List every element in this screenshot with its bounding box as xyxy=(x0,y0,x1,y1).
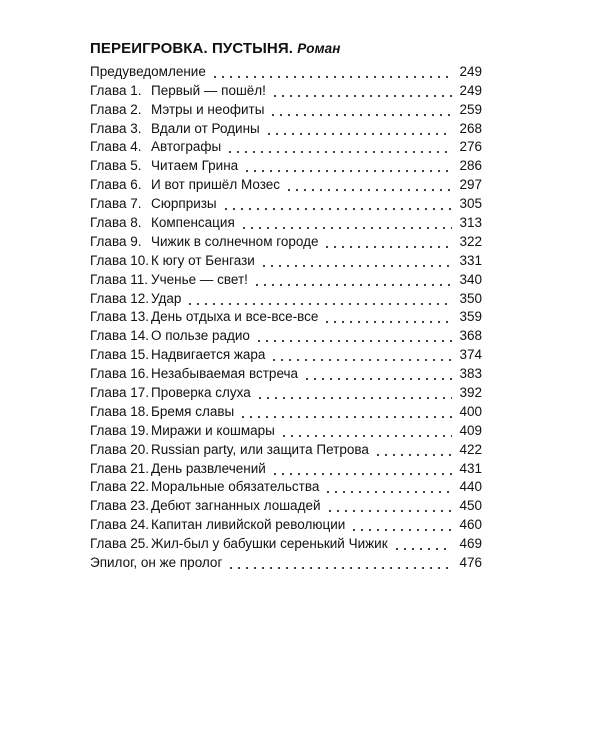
chapter-label: Глава 4. xyxy=(90,139,142,155)
toc-entry-lead xyxy=(90,234,456,249)
chapter-label: Глава 19. xyxy=(90,422,149,438)
toc-entry-chapter[interactable] xyxy=(90,154,482,173)
toc-page-number: 305 xyxy=(459,196,482,212)
toc-page-number: 359 xyxy=(459,309,482,325)
dot-leader xyxy=(240,215,452,230)
chapter-label: Глава 9. xyxy=(90,233,142,249)
chapter-label: Глава 14. xyxy=(90,328,149,344)
toc-entry-lead xyxy=(90,347,456,362)
chapter-label: Глава 16. xyxy=(90,366,149,382)
toc-entry-title: Компенсация xyxy=(151,215,235,231)
toc-entry-chapter[interactable] xyxy=(90,136,482,155)
toc-page-number: 374 xyxy=(459,347,482,363)
toc-page-number: 297 xyxy=(459,177,482,193)
toc-entry-chapter[interactable] xyxy=(90,98,482,117)
toc-page-number: 322 xyxy=(459,233,482,249)
toc-entry-chapter[interactable] xyxy=(90,306,482,325)
chapter-label: Глава 8. xyxy=(90,215,142,231)
dot-leader xyxy=(269,102,452,117)
chapter-label: Глава 22. xyxy=(90,479,149,495)
toc-entry-title: Капитан ливийской революции xyxy=(151,517,346,533)
toc-page-number: 249 xyxy=(459,82,482,98)
toc-entry-title: Вдали от Родины xyxy=(151,120,260,136)
toc-entry-title: Удар xyxy=(151,290,182,306)
toc-entry-chapter[interactable] xyxy=(90,362,482,381)
toc-entry-lead xyxy=(90,102,456,117)
dot-leader xyxy=(374,442,452,457)
toc-entry-chapter[interactable] xyxy=(90,494,482,513)
toc-entry-lead xyxy=(90,64,456,79)
toc-entry-chapter[interactable] xyxy=(90,419,482,438)
toc-entry-lead xyxy=(90,404,456,419)
chapter-label: Глава 25. xyxy=(90,536,149,552)
chapter-label: Глава 5. xyxy=(90,158,142,174)
toc-entry-chapter[interactable] xyxy=(90,268,482,287)
toc-page-number: 313 xyxy=(459,215,482,231)
toc-entry-chapter[interactable] xyxy=(90,117,482,136)
dot-leader xyxy=(323,309,452,324)
toc-entry-lead xyxy=(90,479,456,494)
toc-entry-lead xyxy=(90,196,456,211)
chapter-label: Глава 2. xyxy=(90,101,142,117)
toc-entry-title: Чижик в солнечном городе xyxy=(151,233,319,249)
dot-leader xyxy=(227,555,452,570)
toc-entry-title: Сюрпризы xyxy=(151,196,217,212)
section-title xyxy=(90,40,341,57)
toc-page-number: 249 xyxy=(459,63,482,79)
dot-leader xyxy=(211,64,452,79)
chapter-label: Глава 13. xyxy=(90,309,149,325)
toc-page-number: 383 xyxy=(459,366,482,382)
toc-page-number: 450 xyxy=(459,498,482,514)
chapter-label: Глава 3. xyxy=(90,120,142,136)
toc-page-number: 422 xyxy=(459,441,482,457)
toc-entry-title: И вот пришёл Мозес xyxy=(151,177,280,193)
dot-leader xyxy=(243,158,452,173)
toc-entry-chapter[interactable] xyxy=(90,532,482,551)
toc-entry-title: К югу от Бенгази xyxy=(151,252,255,268)
toc-page-number: 400 xyxy=(459,403,482,419)
dot-leader xyxy=(256,385,452,400)
chapter-label: Глава 21. xyxy=(90,460,149,476)
toc-entry-title: О пользе радио xyxy=(151,328,250,344)
toc-entry-chapter[interactable] xyxy=(90,230,482,249)
dot-leader xyxy=(265,121,452,136)
toc-entry-lead xyxy=(90,423,456,438)
toc-entry-title: Читаем Грина xyxy=(151,158,239,174)
chapter-label: Глава 12. xyxy=(90,290,149,306)
toc-entry-title: Мэтры и неофиты xyxy=(151,101,265,117)
dot-leader xyxy=(285,177,452,192)
dot-leader xyxy=(280,423,452,438)
toc-page-number: 331 xyxy=(459,252,482,268)
dot-leader xyxy=(186,291,452,306)
toc-entry-chapter[interactable] xyxy=(90,476,482,495)
toc-entry-lead xyxy=(90,139,456,154)
chapter-label: Глава 10. xyxy=(90,252,149,268)
dot-leader xyxy=(393,536,452,551)
dot-leader xyxy=(350,517,452,532)
dot-leader xyxy=(271,461,452,476)
chapter-list xyxy=(90,79,482,551)
dot-leader xyxy=(222,196,452,211)
section-subtitle: Роман xyxy=(297,41,341,56)
dot-leader xyxy=(226,139,452,154)
toc-entry-epilogue[interactable] xyxy=(90,551,482,570)
toc-entry-chapter[interactable] xyxy=(90,343,482,362)
dot-leader xyxy=(326,498,453,513)
toc-entry-lead xyxy=(90,215,456,230)
toc-entry-chapter[interactable] xyxy=(90,79,482,98)
toc-entry-chapter[interactable] xyxy=(90,457,482,476)
toc-entry-title: Эпилог, он же пролог xyxy=(90,555,223,571)
toc-entry-title: Автографы xyxy=(151,139,222,155)
toc-page-number: 476 xyxy=(459,555,482,571)
toc-entry-title: День отдыха и все-все-все xyxy=(151,309,319,325)
chapter-label: Глава 7. xyxy=(90,196,142,212)
toc-page-number: 460 xyxy=(459,517,482,533)
toc-entry-lead xyxy=(90,498,456,513)
toc-entry-chapter[interactable] xyxy=(90,287,482,306)
dot-leader xyxy=(303,366,452,381)
dot-leader xyxy=(260,253,452,268)
chapter-label: Глава 23. xyxy=(90,498,149,514)
dot-leader xyxy=(253,272,452,287)
toc-entry-prologue[interactable] xyxy=(90,60,482,79)
table-of-contents xyxy=(90,60,482,570)
toc-entry-lead xyxy=(90,366,456,381)
toc-page-number: 440 xyxy=(459,479,482,495)
dot-leader xyxy=(255,328,452,343)
toc-entry-chapter[interactable] xyxy=(90,513,482,532)
toc-entry-lead xyxy=(90,385,456,400)
toc-page-number: 268 xyxy=(459,120,482,136)
toc-page-number: 409 xyxy=(459,422,482,438)
chapter-label: Глава 17. xyxy=(90,385,149,401)
toc-entry-chapter[interactable] xyxy=(90,211,482,230)
toc-page-number: 350 xyxy=(459,290,482,306)
section-title-text: ПЕРЕИГРОВКА. ПУСТЫНЯ. xyxy=(90,40,294,57)
dot-leader xyxy=(270,347,452,362)
toc-entry-chapter[interactable] xyxy=(90,400,482,419)
toc-entry-lead xyxy=(90,461,456,476)
toc-page-number: 286 xyxy=(459,158,482,174)
toc-entry-lead xyxy=(90,253,456,268)
toc-entry-title: Дебют загнанных лошадей xyxy=(151,498,321,514)
toc-entry-chapter[interactable] xyxy=(90,173,482,192)
toc-entry-lead xyxy=(90,158,456,173)
chapter-label: Глава 6. xyxy=(90,177,142,193)
toc-entry-lead xyxy=(90,309,456,324)
chapter-label: Глава 18. xyxy=(90,403,149,419)
toc-entry-chapter[interactable] xyxy=(90,324,482,343)
toc-entry-lead xyxy=(90,536,456,551)
dot-leader xyxy=(239,404,452,419)
toc-entry-title: Моральные обязательства xyxy=(151,479,320,495)
toc-entry-lead xyxy=(90,121,456,136)
toc-entry-lead xyxy=(90,272,456,287)
dot-leader xyxy=(324,479,452,494)
toc-entry-lead xyxy=(90,517,456,532)
toc-entry-title: Ученье — свет! xyxy=(151,271,248,287)
toc-entry-lead xyxy=(90,291,456,306)
chapter-label: Глава 1. xyxy=(90,82,142,98)
toc-entry-lead xyxy=(90,177,456,192)
toc-entry-title: Бремя славы xyxy=(151,403,235,419)
chapter-label: Глава 15. xyxy=(90,347,149,363)
toc-entry-lead xyxy=(90,442,456,457)
toc-page-number: 368 xyxy=(459,328,482,344)
toc-entry-title: Russian party, или защита Петрова xyxy=(151,441,369,457)
toc-page-number: 431 xyxy=(459,460,482,476)
toc-entry-title: Незабываемая встреча xyxy=(151,366,299,382)
toc-page-number: 392 xyxy=(459,385,482,401)
chapter-label: Глава 11. xyxy=(90,271,148,287)
toc-entry-title: Проверка слуха xyxy=(151,385,251,401)
toc-entry-chapter[interactable] xyxy=(90,381,482,400)
toc-page-number: 276 xyxy=(459,139,482,155)
toc-entry-title: День развлечений xyxy=(151,460,266,476)
toc-entry-lead xyxy=(90,555,456,570)
toc-page-number: 469 xyxy=(459,536,482,552)
toc-entry-title: Миражи и кошмары xyxy=(151,422,275,438)
toc-entry-title: Первый — пошёл! xyxy=(151,82,266,98)
toc-page-number: 259 xyxy=(459,101,482,117)
toc-entry-chapter[interactable] xyxy=(90,438,482,457)
toc-entry-chapter[interactable] xyxy=(90,249,482,268)
toc-entry-title: Предуведомление xyxy=(90,63,206,79)
toc-entry-lead xyxy=(90,83,456,98)
chapter-label: Глава 24. xyxy=(90,517,149,533)
toc-entry-title: Надвигается жара xyxy=(151,347,266,363)
dot-leader xyxy=(323,234,452,249)
toc-page-number: 340 xyxy=(459,271,482,287)
dot-leader xyxy=(271,83,452,98)
toc-entry-lead xyxy=(90,328,456,343)
toc-entry-title: Жил-был у бабушки серенький Чижик xyxy=(151,536,388,552)
toc-entry-chapter[interactable] xyxy=(90,192,482,211)
chapter-label: Глава 20. xyxy=(90,441,149,457)
